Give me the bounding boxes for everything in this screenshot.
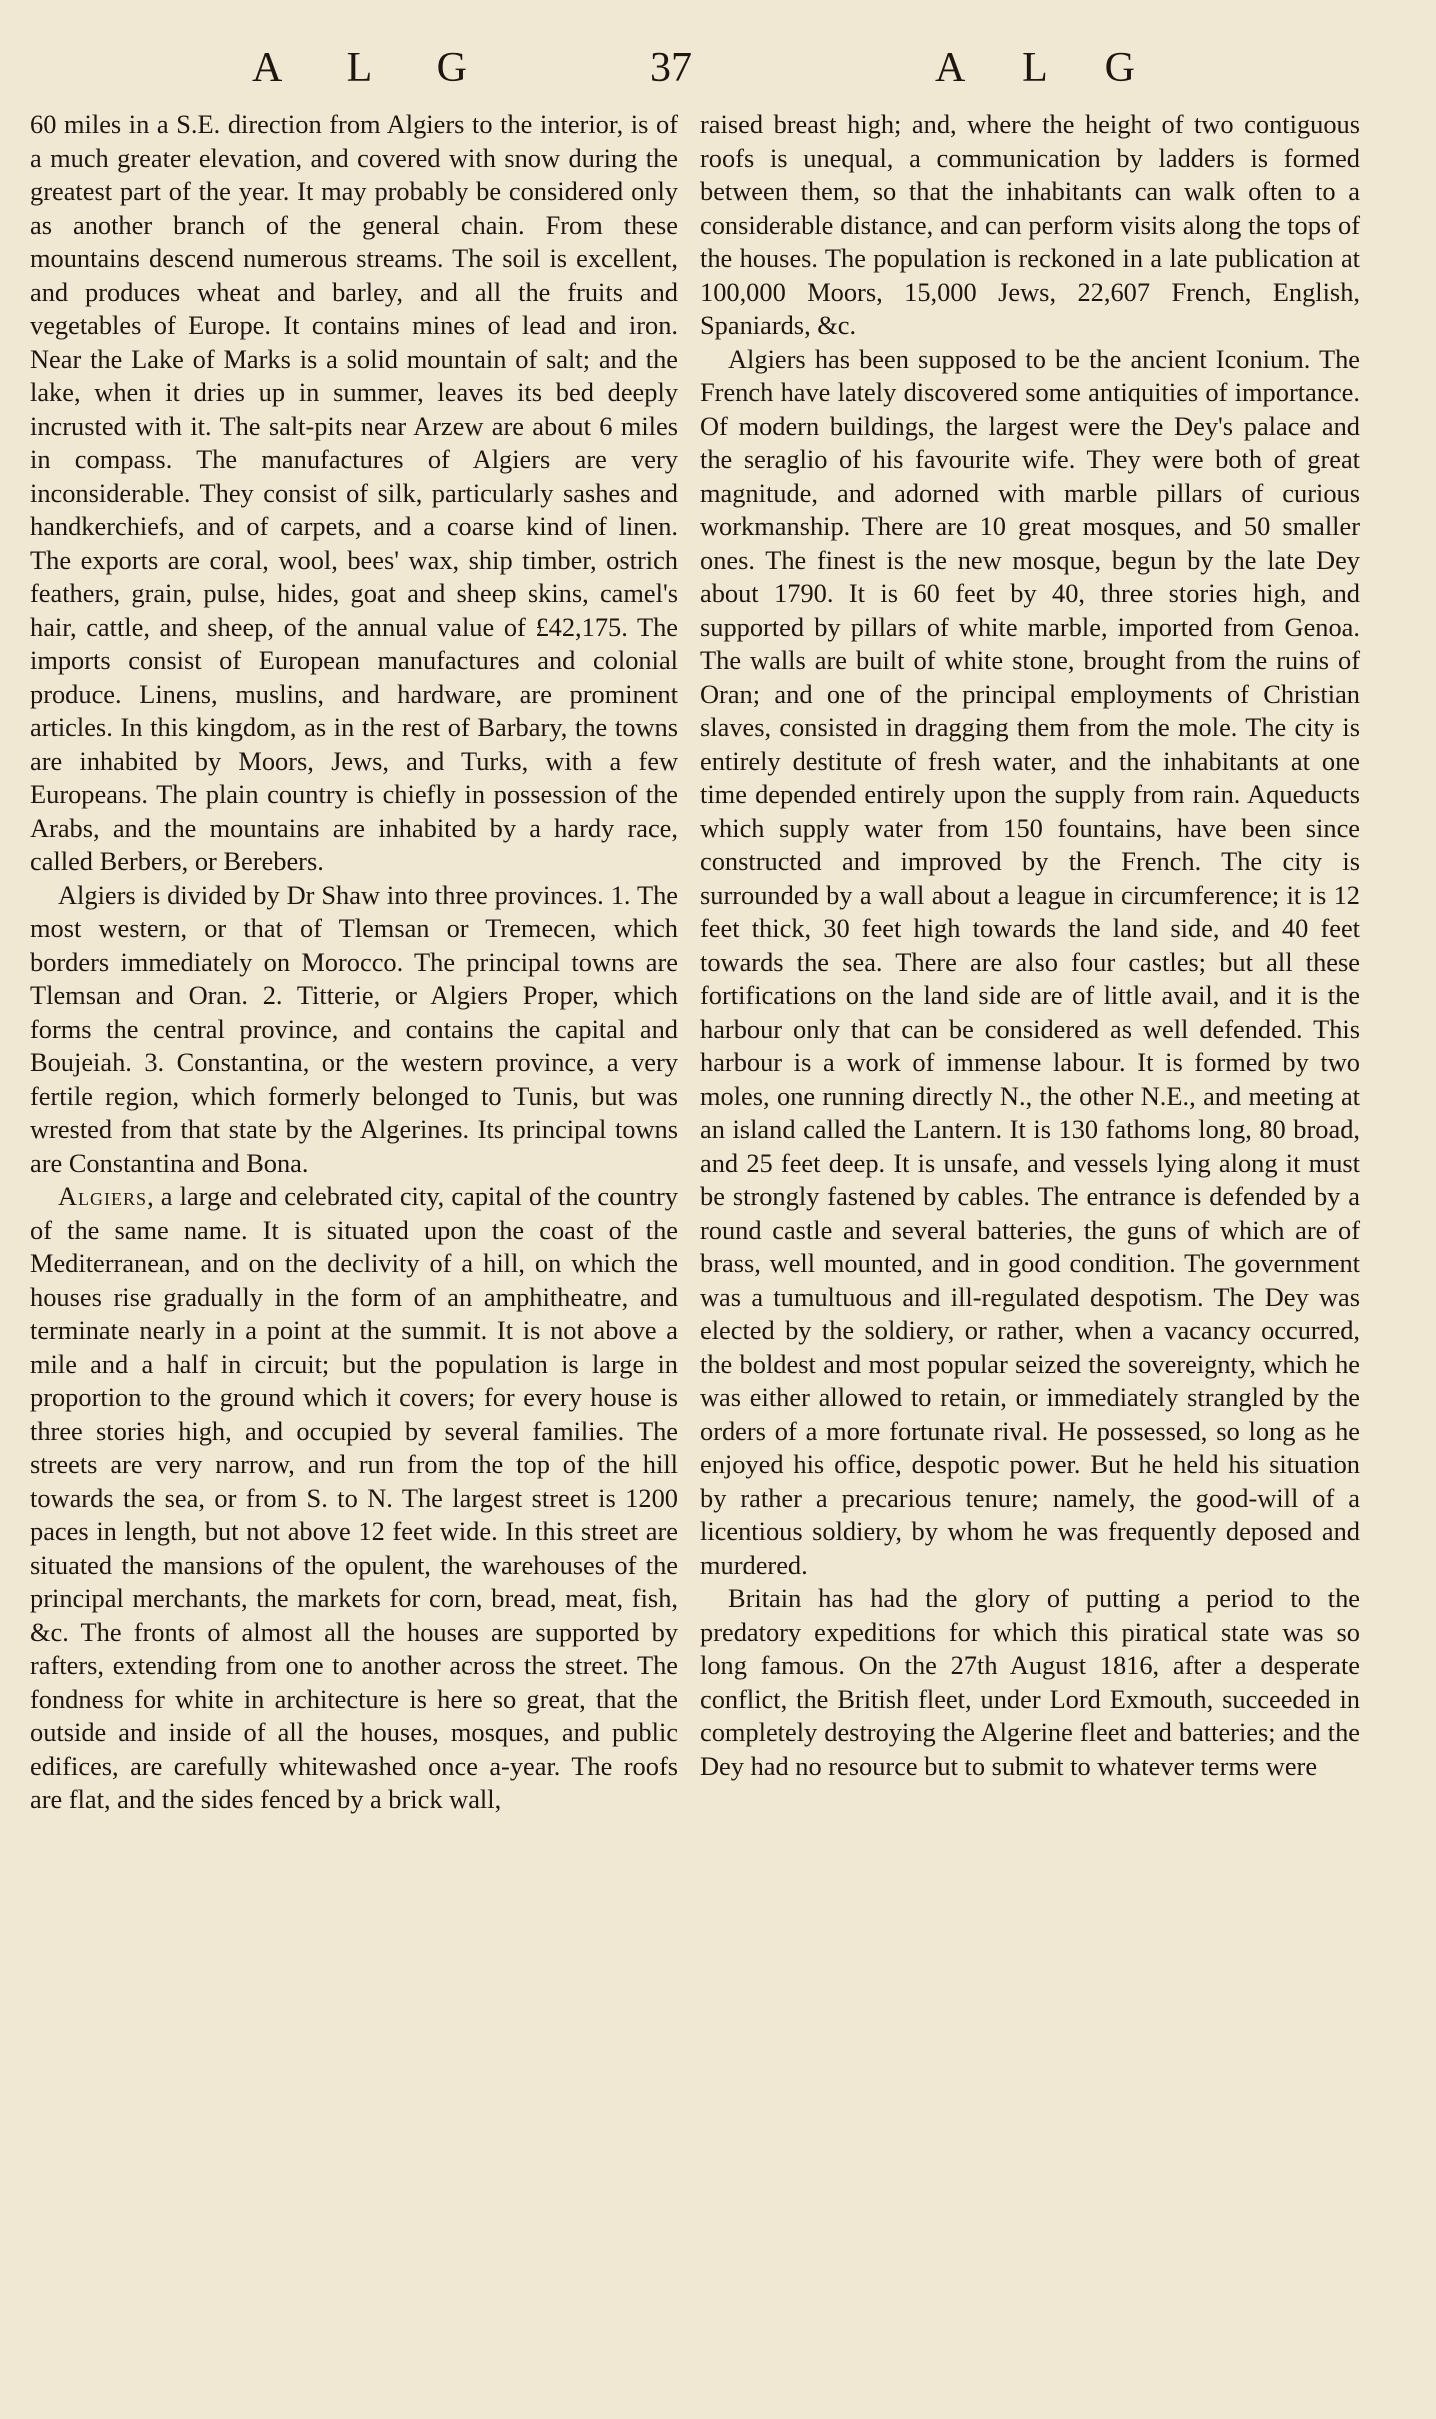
entry-text: , a large and celebrated city, capital of the country of the same name. It is situated upon the coast of the Mediterranean, and on the declivity of a hill, on which the houses rise gradually in the form of an amphitheatre, and terminate nearly in a point at the summit. It is not above a mile and a half in circuit; but the population is large in proportion to the ground which it covers; for every house is three stories high, and occupied by several families. The streets are very narrow, and run from the top of the hill towards the sea, or from S. to N. The largest street is 1200 paces in length, but not above 12 feet wide. In this street are situated the mansions of the opulent, the warehouses of the principal merchants, the markets for corn, bread, meat, fish, &c. The fronts of almost all the houses are supported by rafters, extending from one to another across the street. The fondness for white in architecture is here so great, that the outside and inside of all the houses, mosques, and public edifices, are carefully whitewashed once a-year. The roofs are flat, and the sides fenced by a brick wall, bbox=[30, 1181, 678, 1814]
paragraph: raised breast high; and, where the height of two contiguous roofs is unequal, a communication by ladders is formed between them, so that the inhabitants can walk often to a considerable distance, and can perform visits along the tops of the houses. The population is reckoned in a late publication at 100,000 Moors, 15,000 Jews, 22,607 French, English, Spaniards, &c. bbox=[700, 109, 1360, 340]
paragraph: 60 miles in a S.E. direction from Algiers to the interior, is of a much greater elevation, and covered with snow during the greatest part of the year. It may probably be considered only as another branch of the general chain. From these mountains descend numerous streams. The soil is excellent, and produces wheat and barley, and all the fruits and vegetables of Europe. It contains mines of lead and iron. Near the Lake of Marks is a solid mountain of salt; and the lake, when it dries up in summer, leaves its bed deeply incrusted with it. The salt-pits near Arzew are about 6 miles in compass. The manufactures of Algiers are very inconsiderable. They consist of silk, particularly sashes and handkerchiefs, and of carpets, and a coarse kind of linen. The exports are coral, wool, bees' wax, ship timber, ostrich feathers, grain, pulse, hides, goat and sheep skins, camel's hair, cattle, and sheep, of the annual value of £42,175. The imports consist of European manufactures and colonial produce. Linens, muslins, and hardware, are prominent articles. In this kingdom, as in the rest of Barbary, the towns are inhabited by Moors, Jews, and Turks, with a few Europeans. The plain country is chiefly in possession of the Arabs, and the mountains are inhabited by a hardy race, called Berbers, or Berebers. bbox=[30, 109, 678, 876]
running-header bbox=[0, 44, 1436, 96]
entry-paragraph bbox=[30, 1180, 678, 1817]
left-column bbox=[30, 108, 678, 1817]
header-right-letter: A bbox=[935, 45, 966, 91]
entry-headword: Algiers bbox=[58, 1181, 148, 1211]
right-column bbox=[700, 108, 1360, 1783]
paragraph: Britain has had the glory of putting a period to the predatory expeditions for which this piratical state was so long famous. On the 27th August 1816, after a desperate conflict, the British fleet, under Lord Exmouth, succeeded in completely destroying the Algerine fleet and batteries; and the Dey had no resource but to submit to whatever terms were bbox=[700, 1583, 1360, 1781]
header-right-guide bbox=[935, 44, 1135, 92]
page-number: 37 bbox=[650, 45, 692, 91]
header-left-letter: G bbox=[436, 45, 467, 91]
header-right-letter: G bbox=[1104, 45, 1135, 91]
header-left-guide bbox=[252, 44, 467, 92]
header-right-letter: L bbox=[1022, 45, 1048, 91]
paragraph: Algiers has been supposed to be the ancient Iconium. The French have lately discovered some antiquities of importance. Of modern buildings, the largest were the Dey's palace and the seraglio of his favourite wife. They were both of great magnitude, and adorned with marble pillars of curious workmanship. There are 10 great mosques, and 50 smaller ones. The finest is the new mosque, begun by the late Dey about 1790. It is 60 feet by 40, three stories high, and supported by pillars of white marble, imported from Genoa. The walls are built of white stone, brought from the ruins of Oran; and one of the principal employments of Christian slaves, consisted in dragging them from the mole. The city is entirely destitute of fresh water, and the inhabitants at one time depended entirely upon the supply from rain. Aqueducts which supply water from 150 fountains, have been since constructed and improved by the French. The city is surrounded by a wall about a league in circumference; it is 12 feet thick, 30 feet high towards the land side, and 40 feet towards the sea. There are also four castles; but all these fortifications on the land side are of little avail, and it is the harbour only that can be considered as well defended. This harbour is a work of immense labour. It is formed by two moles, one running directly N., the other N.E., and meeting at an island called the Lantern. It is 130 fathoms long, 80 broad, and 25 feet deep. It is unsafe, and vessels lying along it must be strongly fastened by cables. The entrance is defended by a round castle and several batteries, the guns of which are of brass, well mounted, and in good condition. The government was a tumultuous and ill-regulated despotism. The Dey was elected by the soldiery, or rather, when a vacancy occurred, the boldest and most popular seized the sovereignty, which he was either allowed to retain, or immediately strangled by the orders of a more fortunate rival. He possessed, so long as he enjoyed his office, despotic power. But he held his situation by rather a precarious tenure; namely, the good-will of a licentious soldiery, by whom he was frequently deposed and murdered. bbox=[700, 343, 1360, 1580]
header-left-letter: L bbox=[346, 45, 373, 91]
header-left-letter: A bbox=[252, 45, 283, 91]
paragraph: Algiers is divided by Dr Shaw into three provinces. 1. The most western, or that of Tlemsan or Tremecen, which borders immediately on Morocco. The principal towns are Tlemsan and Oran. 2. Titterie, or Algiers Proper, which forms the central province, and contains the capital and Boujeiah. 3. Constantina, or the western province, a very fertile region, which formerly belonged to Tunis, but was wrested from that state by the Algerines. Its principal towns are Constantina and Bona. bbox=[30, 879, 678, 1178]
